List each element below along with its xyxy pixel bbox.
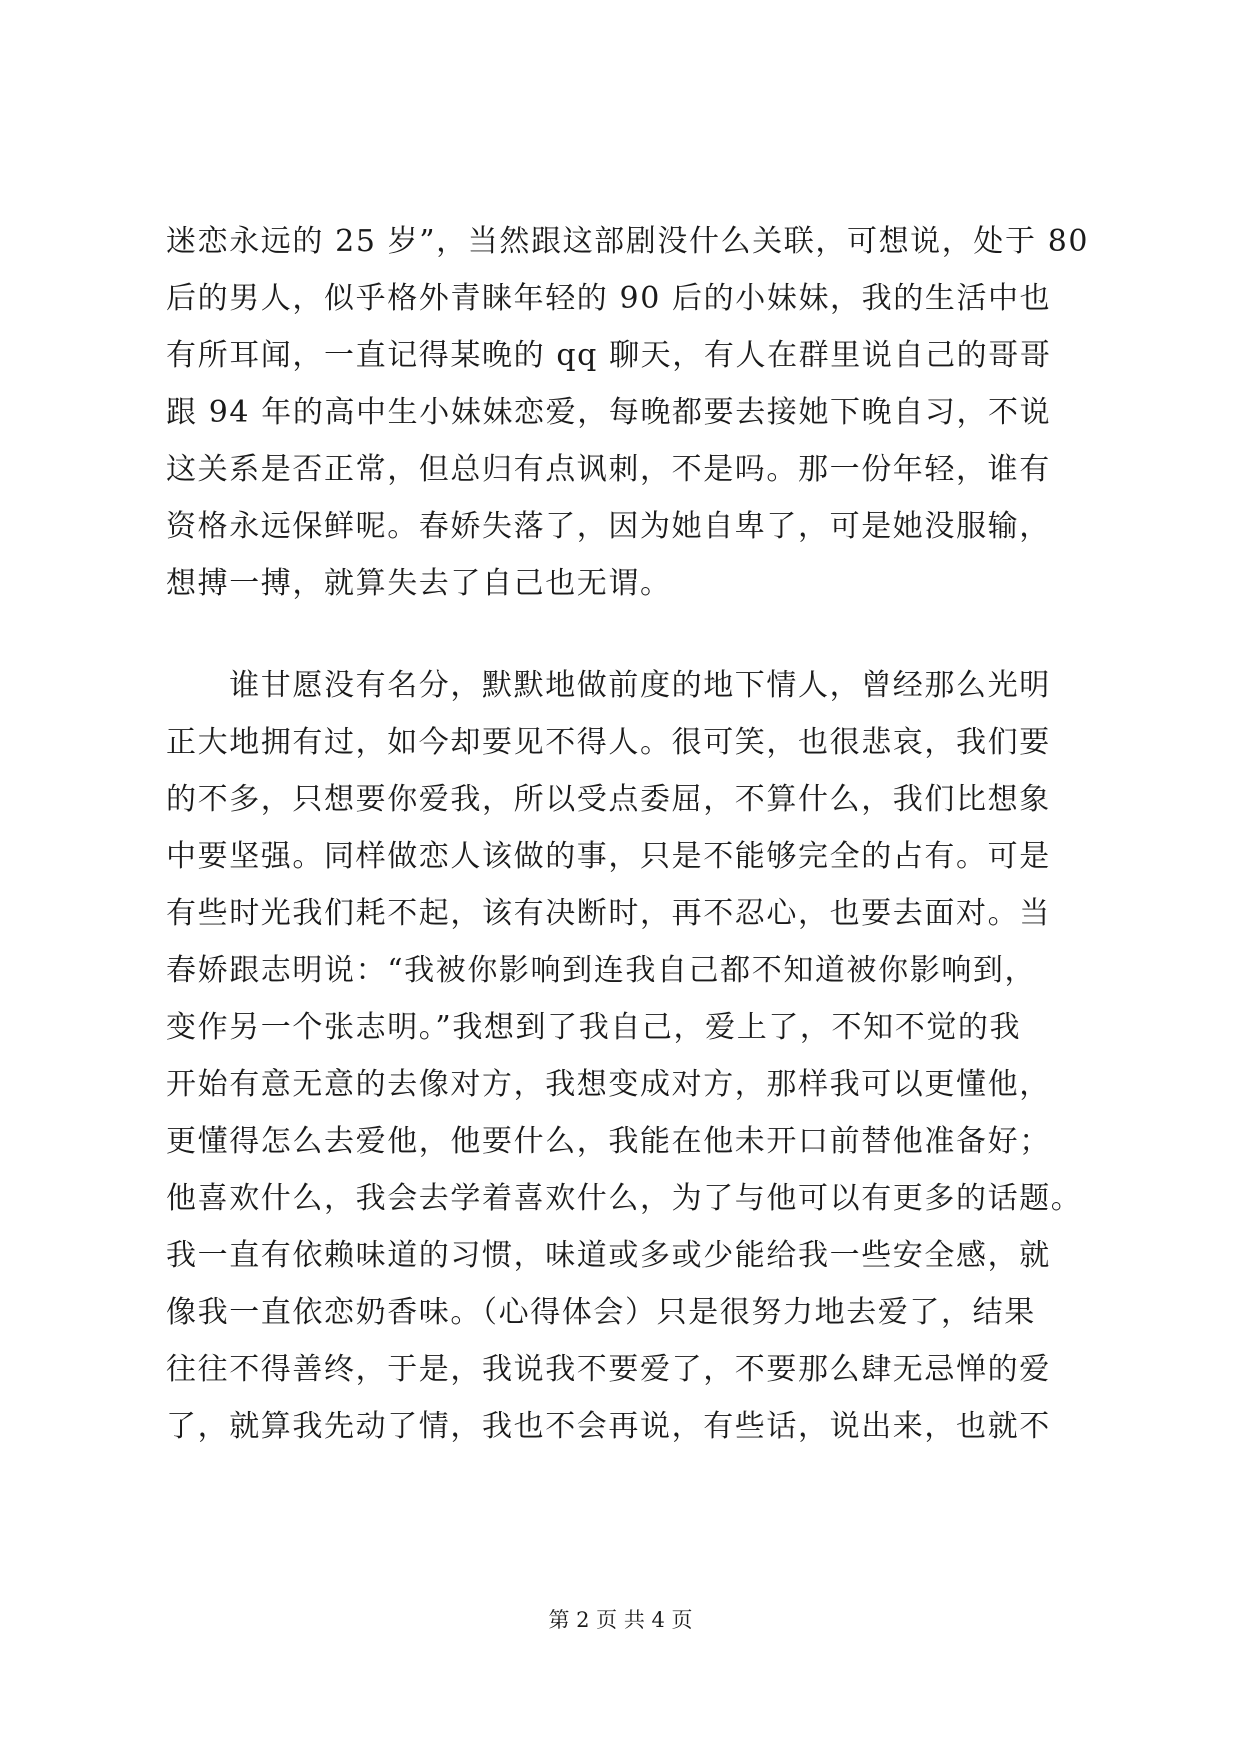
text-line: 变作另一个张志明。”我想到了我自己，爱上了，不知不觉的我 [166,1010,1022,1045]
text-line: 的不多，只想要你爱我，所以受点委屈，不算什么，我们比想象 [166,782,1051,817]
text-line: 有所耳闻，一直记得某晚的 qq 聊天，有人在群里说自己的哥哥 [166,338,1052,373]
text-line: 跟 94 年的高中生小妹妹恋爱，每晚都要去接她下晚自习，不说 [166,395,1052,430]
text-line: 正大地拥有过，如今却要见不得人。很可笑，也很悲哀，我们要 [166,725,1051,760]
text-line: 开始有意无意的去像对方，我想变成对方，那样我可以更懂他， [166,1067,1051,1102]
text-line: 像我一直依恋奶香味。（心得体会）只是很努力地去爱了，结果 [166,1295,1036,1330]
text-line: 有些时光我们耗不起，该有决断时，再不忍心，也要去面对。当 [166,896,1051,931]
text-line: 谁甘愿没有名分，默默地做前度的地下情人，曾经那么光明 [166,668,1051,703]
text-line: 更懂得怎么去爱他，他要什么，我能在他未开口前替他准备好； [166,1124,1051,1159]
text-line: 我一直有依赖味道的习惯，味道或多或少能给我一些安全感，就 [166,1238,1051,1273]
text-line: 往往不得善终，于是，我说我不要爱了，不要那么肆无忌惮的爱 [166,1352,1051,1387]
text-line: 想搏一搏，就算失去了自己也无谓。 [166,566,672,601]
text-line: 后的男人，似乎格外青睐年轻的 90 后的小妹妹，我的生活中也 [166,281,1052,316]
text-line: 这关系是否正常，但总归有点讽刺，不是吗。那一份年轻，谁有 [166,452,1051,487]
text-line: 春娇跟志明说：“我被你影响到连我自己都不知道被你影响到， [166,953,1037,988]
text-line: 中要坚强。同样做恋人该做的事，只是不能够完全的占有。可是 [166,839,1051,874]
text-line: 资格永远保鲜呢。春娇失落了，因为她自卑了，可是她没服输， [166,509,1051,544]
text-line: 了，就算我先动了情，我也不会再说，有些话，说出来，也就不 [166,1409,1051,1444]
page-number-footer: 第 2 页 共 4 页 [548,1608,693,1632]
text-line: 迷恋永远的 25 岁”，当然跟这部剧没什么关联，可想说，处于 80 [166,224,1090,259]
text-line: 他喜欢什么，我会去学着喜欢什么，为了与他可以有更多的话题。 [166,1181,1083,1216]
